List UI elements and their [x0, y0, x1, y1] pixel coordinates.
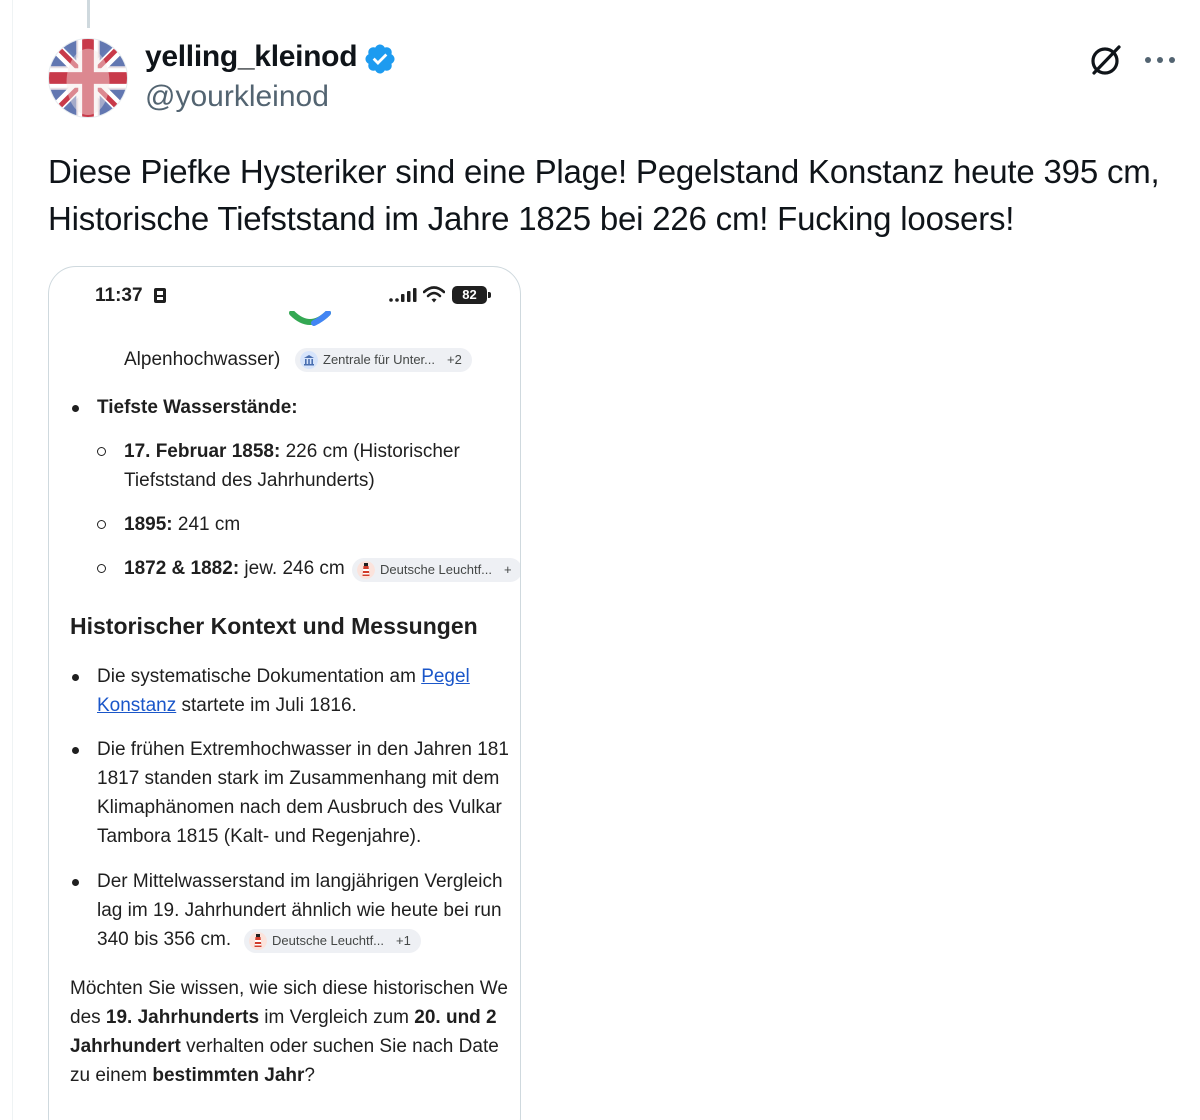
lowest-item-3: 1872 & 1882: jew. 246 cm	[124, 558, 345, 579]
context-item-2-line: Tambora 1815 (Kalt- und Regenjahre).	[97, 826, 422, 847]
handle[interactable]: @yourkleinod	[145, 80, 329, 113]
bullet	[72, 674, 79, 681]
source-chip[interactable]	[295, 348, 472, 372]
konstanz-link[interactable]: Konstanz	[97, 695, 177, 716]
context-item-3-line: lag im 19. Jahrhundert ähnlich wie heute bei run	[97, 900, 502, 921]
question-line: Jahrhundert verhalten oder suchen Sie nach Date	[70, 1036, 499, 1057]
bullet	[72, 405, 79, 412]
avatar-image	[49, 39, 127, 117]
tweet-media-image[interactable]	[48, 266, 521, 1120]
thread-connector-line	[87, 0, 90, 28]
chip-label: Deutsche Leuchtf...	[380, 562, 493, 577]
context-item-2-line: Die frühen Extremhochwasser in den Jahren 181	[97, 739, 509, 760]
battery-cap	[488, 292, 491, 298]
status-time: 11:37	[95, 285, 143, 306]
sub-bullet	[97, 564, 106, 573]
sub-bullet	[97, 520, 106, 529]
context-item-3-line: Der Mittelwasserstand im langjährigen Vergleich	[97, 871, 503, 892]
chip-label: Deutsche Leuchtf...	[272, 933, 385, 948]
bullet	[72, 747, 79, 754]
more-icon[interactable]	[1140, 54, 1180, 66]
lowest-heading: Tiefste Wasserstände:	[97, 397, 298, 418]
chip-more: +1	[396, 933, 411, 948]
grok-icon[interactable]	[1086, 40, 1126, 80]
battery-icon: 82	[452, 286, 487, 304]
chip-more: +2	[447, 352, 462, 367]
phone-screenshot	[49, 267, 521, 1120]
verified-badge-icon[interactable]	[363, 42, 397, 76]
sub-bullet	[97, 447, 106, 456]
question-line: Möchten Sie wissen, wie sich diese historischen We	[70, 978, 508, 999]
context-item-2-line: 1817 standen stark im Zusammenhang mit dem	[97, 768, 500, 789]
pegel-link[interactable]: Pegel	[421, 666, 470, 687]
lowest-item-1-cont: Tiefststand des Jahrhunderts)	[124, 470, 375, 491]
context-item-3-line: 340 bis 356 cm.	[97, 929, 232, 950]
question-line: des 19. Jahrhunderts im Vergleich zum 20. und 2	[70, 1007, 497, 1028]
context-item-1: Die systematische Dokumentation am Pegel	[97, 666, 470, 687]
lock-icon	[154, 288, 166, 303]
context-item-2-line: Klimaphänomen nach dem Ausbruch des Vulkar	[97, 797, 502, 818]
source-chip[interactable]	[352, 558, 521, 582]
gemini-logo-icon	[289, 311, 331, 329]
lighthouse-icon	[249, 932, 267, 950]
lighthouse-icon	[357, 561, 375, 579]
chip-more: +	[504, 562, 512, 577]
question-line: zu einem bestimmten Jahr?	[70, 1065, 315, 1086]
text-line: Alpenhochwasser)	[124, 349, 281, 370]
display-name[interactable]: yelling_kleinod	[145, 40, 358, 73]
context-item-1-cont: Konstanz startete im Juli 1816.	[97, 695, 357, 716]
tweet-text: Diese Piefke Hysteriker sind eine Plage! Pegelstand Konstanz heute 395 cm, Historische Tiefststand im Jahre 1825 bei 226 cm! Fucking loosers!	[48, 153, 1160, 237]
institution-icon	[300, 351, 318, 369]
timeline-border	[12, 0, 13, 1120]
lowest-item-1: 17. Februar 1858: 226 cm (Historischer	[124, 441, 460, 462]
bullet	[72, 879, 79, 886]
avatar[interactable]	[48, 38, 128, 118]
signal-icon	[389, 288, 417, 303]
chip-label: Zentrale für Unter...	[323, 352, 435, 367]
wifi-icon	[423, 286, 445, 303]
section-heading: Historischer Kontext und Messungen	[70, 613, 478, 639]
lowest-item-2: 1895: 241 cm	[124, 514, 241, 535]
source-chip[interactable]	[244, 929, 421, 953]
